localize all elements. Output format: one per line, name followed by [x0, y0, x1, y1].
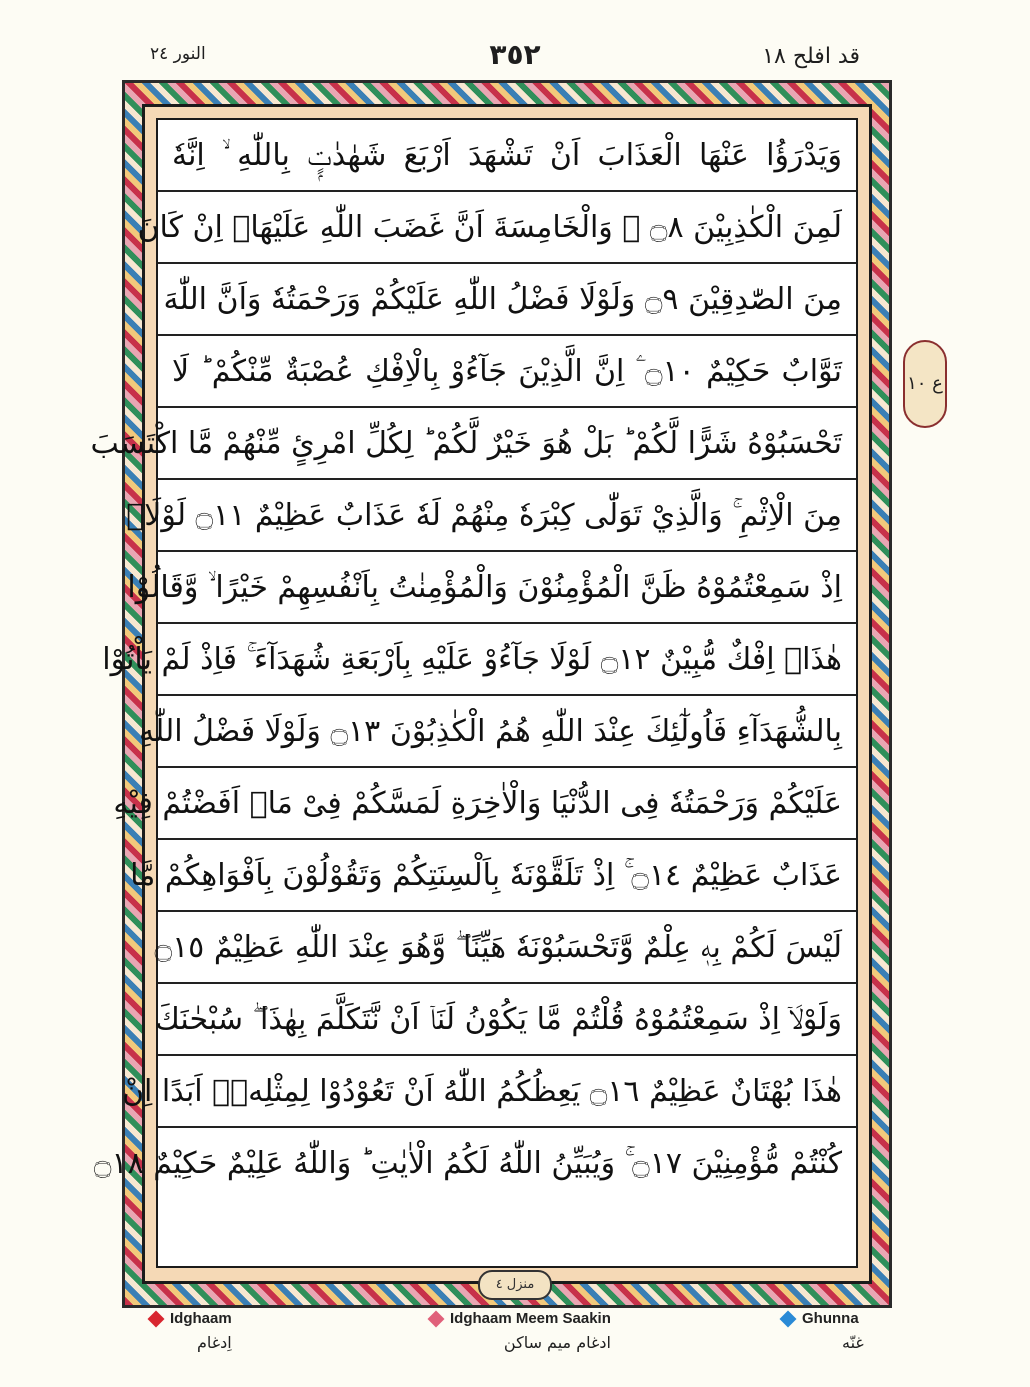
- verse-line-12: لَيْسَ لَكُمْ بِهٖ عِلْمٌ وَّتَحْسَبُوْنَهٗ هَيِّنًا ۖ وَّهُوَ عِنْدَ اللّٰهِ عَظِيْمٌ ۝١٥: [158, 912, 856, 984]
- legend-label-ar: ادغام میم ساکن: [503, 1333, 611, 1352]
- surah-name-header: النور ٢٤: [150, 44, 206, 64]
- legend-ghunna: [782, 1310, 864, 1360]
- verse-text-area: [90, 118, 858, 1268]
- legend-label-ar: غنّه: [842, 1333, 864, 1352]
- legend-idghaam-meem-saakin: [430, 1310, 611, 1360]
- page-number: ٣٥٢: [489, 38, 541, 71]
- verse-line-6: مِنَ الْاِثْمِ ۚ وَالَّذِيْ تَوَلّٰى كِبْرَهٗ مِنْهُمْ لَهٗ عَذَابٌ عَظِيْمٌ ۝١١ لَوْلَاۤ: [158, 480, 856, 552]
- ruku-label: ع ١٠: [907, 373, 943, 394]
- manzil-marker: منزل ٤: [478, 1270, 552, 1300]
- verse-line-4: تَوَّابٌ حَكِيْمٌ ۝١٠ ۧ اِنَّ الَّذِيْنَ جَآءُوْ بِالْاِفْكِ عُصْبَةٌ مِّنْكُمْ ؕ لَا: [158, 336, 856, 408]
- verse-line-8: هٰذَاۤ اِفْكٌ مُّبِيْنٌ ۝١٢ لَوْلَا جَآءُوْ عَلَيْهِ بِاَرْبَعَةِ شُهَدَآءَ ۚ فَاِذْ لَمْ يَاْتُوْا: [158, 624, 856, 696]
- verse-line-15: كُنْتُمْ مُّؤْمِنِيْنَ ۝١٧ ۚ وَيُبَيِّنُ اللّٰهُ لَكُمُ الْاٰيٰتِ ؕ وَاللّٰهُ عَلِيْمٌ حَكِيْمٌ ۝١٨: [93, 1146, 842, 1181]
- juz-name-header: قد افلح ١٨: [762, 44, 860, 69]
- red-diamond-icon: [148, 1310, 165, 1327]
- legend-idghaam: [150, 1310, 232, 1360]
- verse-line-2: لَمِنَ الْكٰذِبِيْنَ ۝٨ ۙ وَالْخَامِسَةَ اَنَّ غَضَبَ اللّٰهِ عَلَيْهَاۤ اِنْ كَانَ: [158, 192, 856, 264]
- ruku-marker: [903, 340, 947, 428]
- verse-line-9: بِالشُّهَدَآءِ فَاُولٰٓئِكَ عِنْدَ اللّٰهِ هُمُ الْكٰذِبُوْنَ ۝١٣ وَلَوْلَا فَضْلُ اللّٰهِ: [158, 696, 856, 768]
- verse-line-13: وَلَوْلَاۤ اِذْ سَمِعْتُمُوْهُ قُلْتُمْ مَّا يَكُوْنُ لَنَاۤ اَنْ نَّتَكَلَّمَ بِهٰذَا ۖ سُبْحٰنَكَ: [158, 984, 856, 1056]
- pink-diamond-icon: [428, 1310, 445, 1327]
- verse-line-14: هٰذَا بُهْتَانٌ عَظِيْمٌ ۝١٦ يَعِظُكُمُ اللّٰهُ اَنْ تَعُوْدُوْا لِمِثْلِهٖۤ اَبَدًا اِنْ: [158, 1056, 856, 1128]
- verse-line-1: وَيَدْرَؤُا عَنْهَا الْعَذَابَ اَنْ تَشْهَدَ اَرْبَعَ شَهٰدٰتٍۭ بِاللّٰهِ ۙ اِنَّهٗ: [158, 120, 856, 192]
- legend-label-en: Idghaam Meem Saakin: [450, 1310, 611, 1327]
- verse-line-7: اِذْ سَمِعْتُمُوْهُ ظَنَّ الْمُؤْمِنُوْنَ وَالْمُؤْمِنٰتُ بِاَنْفُسِهِمْ خَيْرًا ۙ وَّقَالُوْا: [158, 552, 856, 624]
- verse-line-10: عَلَيْكُمْ وَرَحْمَتُهٗ فِى الدُّنْيَا وَالْاٰخِرَةِ لَمَسَّكُمْ فِىْ مَاۤ اَفَضْتُمْ فِيْهِ: [158, 768, 856, 840]
- legend-label-en: Idghaam: [170, 1310, 232, 1327]
- verse-line-5: تَحْسَبُوْهُ شَرًّا لَّكُمْ ؕ بَلْ هُوَ خَيْرٌ لَّكُمْ ؕ لِكُلِّ امْرِئٍ مِّنْهُمْ مَّا اكْتَسَبَ: [158, 408, 856, 480]
- legend-label-en: Ghunna: [802, 1310, 859, 1327]
- verse-line-11: عَذَابٌ عَظِيْمٌ ۝١٤ ۚ اِذْ تَلَقَّوْنَهٗ بِاَلْسِنَتِكُمْ وَتَقُوْلُوْنَ بِاَفْوَاهِكُمْ مَّا: [158, 840, 856, 912]
- legend-label-ar: اِدغام: [196, 1333, 232, 1352]
- verse-line-3: مِنَ الصّٰدِقِيْنَ ۝٩ وَلَوْلَا فَضْلُ اللّٰهِ عَلَيْكُمْ وَرَحْمَتُهٗ وَاَنَّ اللّٰهَ: [158, 264, 856, 336]
- blue-diamond-icon: [780, 1310, 797, 1327]
